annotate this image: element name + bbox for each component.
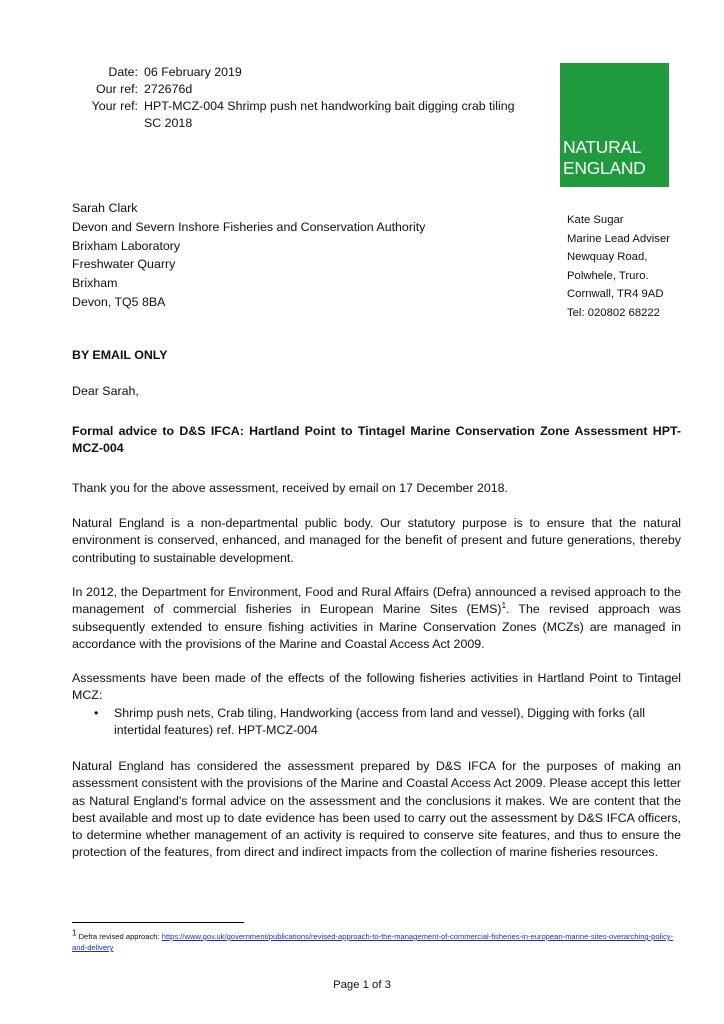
sender-line: Tel: 020802 68222 bbox=[567, 306, 660, 319]
recipient-line: Freshwater Quarry bbox=[72, 257, 176, 272]
recipient-line: Brixham bbox=[72, 276, 118, 291]
footnote bbox=[72, 928, 681, 953]
footnote-ref: 1 bbox=[501, 601, 507, 611]
our-ref-value: 272676d bbox=[144, 82, 193, 96]
recipient-line: Brixham Laboratory bbox=[72, 238, 181, 253]
logo-text-england: ENGLAND bbox=[563, 158, 646, 178]
sender-line: Cornwall, TR4 9AD bbox=[567, 288, 664, 301]
our-ref-row bbox=[72, 81, 522, 98]
logo-text-natural: NATURAL bbox=[563, 137, 642, 157]
natural-england-logo bbox=[560, 63, 669, 187]
date-label: Date: bbox=[108, 65, 138, 79]
recipient-line: Sarah Clark bbox=[72, 201, 138, 215]
list-item bbox=[94, 705, 681, 740]
recipient-line: Devon and Severn Inshore Fisheries and Conservation Authority bbox=[72, 219, 426, 234]
footnote-label: Defra revised approach: bbox=[78, 932, 162, 941]
footnote-number: 1 bbox=[72, 928, 77, 938]
paragraph-1: Thank you for the above assessment, received by email on 17 December 2018. bbox=[72, 481, 508, 495]
footnote-link[interactable]: https://www.gov.uk/government/publications/revised-approach-to-the-management-of-commercial-fisheries-in-european-marine-sites-overarching-policy-and-delivery bbox=[72, 932, 674, 952]
paragraph-5: Natural England has considered the assessment prepared by D&S IFCA for the purposes of making an assessment consistent with the provisions of the Marine and Coastal Access Act 2009. Please accept this letter as Natural England's formal advice on the assessment and the conclusions it makes. We are content that the best available and most up to date evidence has been used to carry out the assessment by D&S IFCA officers, to determine whether management of an activity is required to conserve site features, and thus to ensure the protection of the features, from direct and indirect impacts from the collection of marine fisheries resources. bbox=[72, 759, 681, 860]
paragraph-3 bbox=[72, 584, 681, 653]
page-number: Page 1 of 3 bbox=[333, 979, 391, 991]
bullet-icon: • bbox=[94, 706, 99, 720]
bullet-text: Shrimp push nets, Crab tiling, Handworking (access from land and vessel), Digging with forks (all intertidal features) ref. HPT-MCZ-004 bbox=[114, 706, 645, 738]
paragraph-4: Assessments have been made of the effects of the following fisheries activities in Hartland Point to Tintagel MCZ: bbox=[72, 671, 681, 703]
sender-line: Marine Lead Adviser bbox=[567, 232, 670, 245]
your-ref-value: HPT-MCZ-004 Shrimp push net handworking bait digging crab tiling SC 2018 bbox=[144, 99, 515, 130]
reference-block bbox=[72, 64, 522, 132]
recipient-address bbox=[72, 199, 425, 312]
our-ref-label: Our ref: bbox=[96, 82, 138, 96]
subject-line: Formal advice to D&S IFCA: Hartland Point to Tintagel Marine Conservation Zone Assessment HPT-MCZ-004 bbox=[72, 424, 681, 456]
sender-line: Polwhele, Truro. bbox=[567, 269, 649, 282]
paragraph-3-part-b: . The revised approach was subsequently extended to ensure fishing activities in Marine Conservation Zones (MCZs) are managed in accordance with the provisions of the Marine and Coastal Access Act 2009. bbox=[72, 602, 681, 651]
salutation: Dear Sarah, bbox=[72, 384, 139, 398]
date-row bbox=[72, 64, 522, 81]
footnote-divider bbox=[72, 922, 244, 923]
date-value: 06 February 2019 bbox=[144, 65, 242, 79]
your-ref-row bbox=[72, 98, 522, 132]
paragraph-3-part-a: In 2012, the Department for Environment, Food and Rural Affairs (Defra) announced a revised approach to the management of commercial fisheries in European Marine Sites (EMS) bbox=[72, 585, 681, 617]
your-ref-label: Your ref: bbox=[91, 99, 138, 113]
by-email-only: BY EMAIL ONLY bbox=[72, 348, 168, 362]
sender-line: Kate Sugar bbox=[567, 214, 624, 226]
sender-line: Newquay Road, bbox=[567, 251, 648, 264]
paragraph-2: Natural England is a non-departmental public body. Our statutory purpose is to ensure that the natural environment is conserved, enhanced, and managed for the benefit of present and future generations, thereby contributing to sustainable development. bbox=[72, 516, 681, 565]
recipient-line: Devon, TQ5 8BA bbox=[72, 294, 166, 309]
sender-address bbox=[567, 211, 670, 323]
